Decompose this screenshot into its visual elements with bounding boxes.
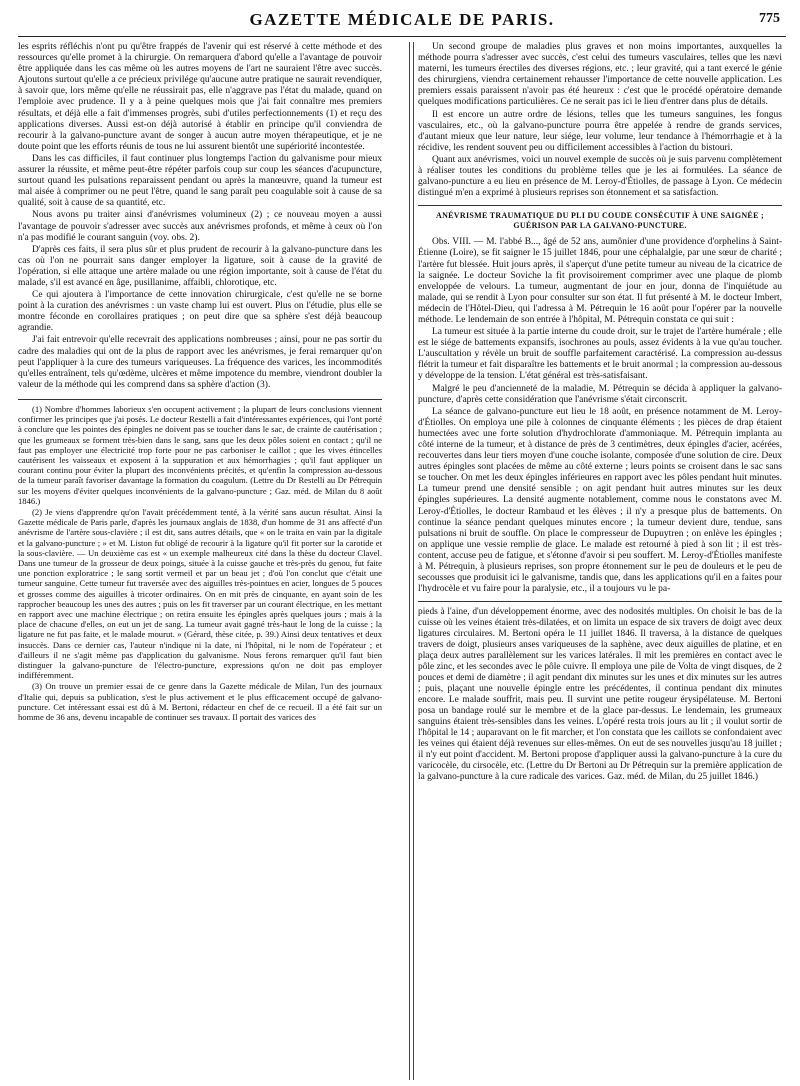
journal-title: GAZETTE MÉDICALE DE PARIS. bbox=[249, 10, 555, 29]
paragraph: Dans les cas difficiles, il faut continuer plus longtemps l'action du galvanisme pour mieux assurer la réussite, et même peut-être répéter parfois coup sur coup les séances d'acupuncture, surtout quand les pulsations reparaissent pendant ou après la manœuvre, quand la tumeur est mal aisée à comprimer ou ne peut l'être, quand le sang paraît peu coagulable soit à cause de sa qualité, soit à cause de sa quantité, etc. bbox=[18, 153, 382, 209]
footnotes bbox=[18, 399, 382, 722]
left-column bbox=[18, 42, 382, 1080]
section-rule bbox=[418, 205, 782, 206]
paragraph: D'après ces faits, il sera plus sûr et plus prudent de recourir à la galvano-puncture dans les cas où l'on ne pourrait sans danger employer la ligature, soit à cause de la gravité de l'opération, si elle attaque une artère malade ou une région importante, soit à cause de l'état du malade, s'il est avancé en âge, pusillanime, affaibli, chlorotique, etc. bbox=[18, 244, 382, 288]
paragraph: Nous avons pu traiter ainsi d'anévrismes volumineux (2) ; ce nouveau moyen a aussi l'avantage de pouvoir s'adresser avec succès aux anévrismes profonds, et même à ceux où l'on n'a pas modifié le courant sanguin (voy. obs. 2). bbox=[18, 210, 382, 243]
page-header bbox=[18, 8, 786, 37]
paragraph: Malgré le peu d'ancienneté de la maladie, M. Pétrequin se décida à appliquer la galvano-puncture, d'après cette considération que l'anévrisme s'était circonscrit. bbox=[418, 383, 782, 405]
page-number: 775 bbox=[759, 11, 780, 26]
paragraph: Ce qui ajoutera à l'importance de cette innovation chirurgicale, c'est qu'elle ne se borne point à la curation des anévrismes : un vaste champ lui est ouvert. Plus on l'étudie, plus elle se montre féconde en corollaires pratiques ; on peut dire que sa sphère s'est déjà beaucoup agrandie. bbox=[18, 290, 382, 334]
paragraph: Un second groupe de maladies plus graves et non moins importantes, auxquelles la méthode pourra s'adresser avec succès, c'est celui des tumeurs vasculaires, telles que les nævi materni, les tumeurs érectiles des diverses régions, etc. ; leur gravité, qui a tant exercé le génie des chirurgiens, viendra certainement rehausser l'importance de cette nouvelle application. Les premiers essais paraissent n'avoir pas été heureux : c'est que le procédé opératoire demande quelques modifications particulières. Ce ne serait pas ici le lieu d'entrer dans plus de détails. bbox=[418, 42, 782, 108]
paragraph: J'ai fait entrevoir qu'elle recevrait des applications nombreuses ; ainsi, pour ne pas sortir du cadre des maladies qui ont de la plus de rapport avec les anévrismes, je ferai remarquer qu'on peut l'appliquer à la cure des tumeurs variqueuses. La fréquence des varices, les incommodités qu'elles entraînent, tels qu'œdème, ulcères et même impotence du membre, viendront doubler la valeur de la méthode qui les comprend dans sa sphère d'action (3). bbox=[18, 335, 382, 390]
column-divider bbox=[409, 42, 414, 1080]
footnote-continuation: pieds à l'aine, d'un développement énorme, avec des nodosités multiples. On choisit le bas de la cuisse où les veines étaient très-dilatées, et on limita un espace de six travers de doigt avec deux ligatures circulaires. M. Bertoni opéra le 11 juillet 1846. Il traversa, à la distance de quelques travers de doigt, plusieurs anses variqueuses de la saphène, avec deux aiguilles de platine, et en plaça deux autres parallèlement sur les varices latérales. Il mit les premières en contact avec le pôle zinc, et les secondes avec le pôle cuivre. Il employa une pile de Volta de vingt disques, de 2 pouces et demi de diamètre ; il agit pendant dix minutes sur les unes et dix minutes sur les autres ; puis, plaçant une nouvelle épingle entre les précédentes, il continua pendant dix minutes encore. Le malade souffrit, mais peu. Il survint une petite rougeur érysipélateuse. M. Bertoni posa un bandage roulé sur le membre et de la glace par-dessus. Le lendemain, les grumeaux sanguins étaient très-sensibles dans les veines. L'opéré resta trois jours au lit ; il voulut sortir de l'hôpital le 14 ; auparavant on le fit marcher, et l'on constata que les caillots se confondaient avec les veines qui étaient déjà revenues sur elles-mêmes. On eut de ses nouvelles jusqu'au 18 juillet ; il n'y eut point d'accident. M. Bertoni propose d'appliquer aussi la galvano-puncture à la cure du varicocèle, du cirsocèle, etc. (Lettre du Dr Bertoni au Dr Pétrequin sur la première application de la galvano-puncture à la cure radicale des varices. Gaz. méd. de Milan, du 25 juillet 1846.) bbox=[418, 607, 782, 783]
case-heading: ANÉVRISME TRAUMATIQUE DU PLI DU COUDE CONSÉCUTIF À UNE SAIGNÉE ; GUÉRISON PAR LA GALVANO-PUNCTURE. bbox=[436, 211, 764, 231]
paragraph: les esprits réfléchis n'ont pu qu'être frappés de l'avenir qui est réservé à cette méthode et des ressources qu'elle promet à la chirurgie. On remarquera d'abord qu'elle a l'avantage de pouvoir être appliquée dans les cas même où les autres moyens de l'art ne sauraient l'être avec succès. Ajoutons surtout qu'elle a ce précieux privilége qu'aucune autre pratique ne saurait revendiquer, à savoir que, lors même qu'elle ne réussirait pas, elle n'aggrave pas l'état du malade, quand on l'emploie avec prudence. Il y a à peine quelques mois que j'ai fait connaître mes premiers résultats, et déjà elle a fait d'immenses progrès, subi d'utiles perfectionnements (1) et reçu des applications diverses. Aussi est-on déjà autorisé à établir en principe qu'il conviendra de recourir à la galvano-puncture avant de songer à aucun autre moyen thérapeutique, et je ne doute point que les efforts réunis de tous ne lui assurent bientôt une supériorité incontestée. bbox=[18, 42, 382, 152]
footnote: (2) Je viens d'apprendre qu'on l'avait précédemment tenté, à la vérité sans aucun résultat. Ainsi la Gazette médicale de Paris parle, d'après les journaux anglais de 1838, d'un homme de 31 ans affecté d'un anévrisme de l'artère sous-clavière ; il est dit, sans autres détails, que « on le traita en vain par la digitale et la galvano-puncture ; » et M. Liston fut obligé de recourir à la ligature qu'il fit porter sur la carotide et la sous-clavière. — Un deuxième cas est « un exemple malheureux cité dans la thèse du docteur Clavel. Dans une tumeur de la grosseur de deux poings, située à la cuisse gauche et très-près du genou, fut faite une ponction exploratrice ; le sang sortit vermeil et par un beau jet ; d'où l'on conclut que c'était une tumeur sanguine. Cette tumeur fut traversée avec des aiguilles très-pointues en acier, longues de 5 pouces et grosses comme des aiguilles à tricoter ordinaires. On en mit près de cinquante, en ayant soin de les rapprocher beaucoup les unes des autres ; puis on les fit traverser par un courant électrique, en les mettant en rapport avec une machine électrique ; on retira ensuite les épingles après quelques jours ; mais à la place de chacune d'elles, on eut un jet de sang. La tumeur avait gagné très-haut le long de la cuisse ; la ligature ne fut pas faite, et le malade mourut. » (Gérard, thèse citée, p. 39.) Ainsi deux tentatives et deux insuccès. Dans ce dernier cas, l'auteur n'indique ni la date, ni l'hôpital, ni le nom de l'opérateur ; et d'ailleurs il ne s'agit même pas d'application du galvanisme. Nous ferons remarquer qu'il faut bien distinguer la galvano-puncture de l'électro-puncture, expressions qu'on ne doit pas employer indifféremment. bbox=[18, 506, 382, 681]
paragraph: La séance de galvano-puncture eut lieu le 18 août, en présence notamment de M. Leroy-d'Étiolles. On employa une pile à colonnes de cinquante éléments ; les pièces de drap étaient humectées avec une forte solution d'hydrochlorate d'ammoniaque. M. Pétrequin implanta au côté interne de la tumeur, et à distance de près de 3 centimètres, deux épingles d'acier, acérées, recouvertes dans leur tiers moyen d'une couche isolante, composée d'une solution de cire. Deux autres épingles sont placées de même au côté externe ; leurs points se croisent dans le sac sans se toucher. On met les deux épingles inférieures en rapport avec les pôles pendant huit minutes. La tumeur prend une densité sensible ; on agit pendant huit autres minutes sur les deux épingles supérieures. La densité augmente notablement, comme nous le constatons avec M. Leroy-d'Étiolles, le docteur Rambaud et les élèves ; il n'y a presque plus de battements. On continue la séance pendant quelques minutes encore ; la tumeur devient dure, tendue, sans pulsations ni bruit de souffle. On place le compresseur de Dupuytren ; on enlève les épingles ; on applique une vessie remplie de glace. Le malade est retourné à pied à son lit ; il est très-content, accuse peu de fatigue, et s'étonne d'avoir si peu souffert. M. Leroy-d'Étiolles manifeste à M. Pétrequin, à plusieurs reprises, son propre étonnement sur le peu de douleurs et le peu de secousses que produisit ici le galvanisme, tandis que, dans les applications qu'il en a faites pour l'hydrocèle et vu faire pour la paralysie, etc., il a toujours vu le pa- bbox=[418, 406, 782, 595]
left-body bbox=[18, 42, 382, 391]
paragraph: Obs. VIII. — M. l'abbé B..., âgé de 52 ans, aumônier d'une providence d'orphelins à Saint-Étienne (Loire), se fit saigner le 15 juillet 1846, pour une céphalalgie, par une sœur de charité ; l'artère fut blessée. Huit jours après, il s'aperçut d'une petite tumeur au niveau de la cicatrice de la saignée. Le docteur Soviche la fit provisoirement comprimer avec une plaque de plomb enveloppée de velours. La tumeur, augmentant de jour en jour, donna de l'inquiétude au malade, qui se rendit à Lyon pour consulter sur son état. Il fut présenté à M. le docteur Imbert, médecin de l'Hôtel-Dieu, qui l'adressa à M. Pétrequin le 16 août pour l'opérer par la nouvelle méthode. Le lendemain de son entrée à l'hôpital, M. Pétrequin constata ce qui suit : bbox=[418, 237, 782, 325]
paragraph: Il est encore un autre ordre de lésions, telles que les tumeurs sanguines, les fongus vasculaires, etc., où la galvano-puncture pourra être appelée à rendre de grands services, d'autant mieux que leur nature, leur siége, leur volume, leur tendance à l'hémorrhagie et à la récidive, les rendent souvent peu ou difficilement accessibles à l'action du bistouri. bbox=[418, 109, 782, 153]
right-column bbox=[418, 42, 782, 1080]
paragraph: La tumeur est située à la partie interne du coude droit, sur le trajet de l'artère humérale ; elle est le siége de battements expansifs, isochrones au pouls, assez évidents à la vue qu'au toucher. L'auscultation y révèle un bruit de souffle parfaitement caractérisé. La compression au-dessus flétrit la tumeur et fait disparaître les battements et le bruit anormal ; la compression au-dessous y développe de la tension. L'état général est très-satisfaisant. bbox=[418, 327, 782, 382]
footnote-rule bbox=[418, 601, 782, 602]
footnote: (3) On trouve un premier essai de ce genre dans la Gazette médicale de Milan, l'un des journaux d'Italie qui, depuis sa publication, s'est le plus activement et le plus efficacement occupé de galvano-puncture. Cet intéressant essai est dû à M. Bertoni, rédacteur en chef de ce recueil. Il a été fait sur un homme de 36 ans, devenu incapable de continuer ses travaux. Il portait des varices des bbox=[18, 681, 382, 722]
paragraph: Quant aux anévrismes, voici un nouvel exemple de succès où je suis parvenu complètement à réaliser toutes les conditions du problème telles que je les ai formulées. La séance de galvano-puncture a eu lieu en présence de M. Leroy-d'Étiolles, de passage à Lyon. Ce médecin distingué m'en a exprimé à plusieurs reprises son étonnement et sa satisfaction. bbox=[418, 154, 782, 199]
footnote: (1) Nombre d'hommes laborieux s'en occupent activement ; la plupart de leurs conclusions viennent confirmer les principes que j'ai posés. Le docteur Restelli a fait d'intéressantes expériences, qui l'ont porté à conclure que les pointes des épingles ne doivent pas se toucher dans le sac, de crainte de cautérisation ; que les grumeaux se forment très-bien dans le sang, sans que les deux pôles soient en contact ; qu'il ne faut pas employer une électricité trop forte pour ne pas carboniser le caillot ; que les vives étincelles cautérisent les vaisseaux et exposent à la suppuration et aux hémorrhagies ; qu'il faut appliquer un courant continu pour éviter la plupart des inconvénients précités, et qu'enfin la compression au-dessous de la tumeur paraît favoriser davantage la formation du coagulum. (Lettre du Dr Restelli au Dr Pétrequin sur les moyens d'éviter quelques inconvénients de la galvano-puncture ; Gaz. méd. de Milan du 8 août 1846.) bbox=[18, 403, 382, 506]
